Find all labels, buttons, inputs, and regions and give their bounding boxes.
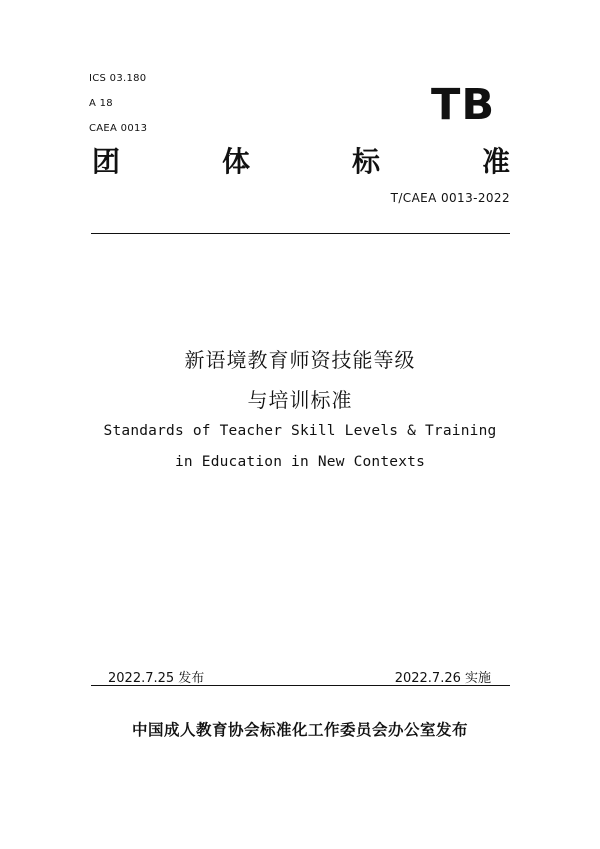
standard-type-char: 体 [221,145,250,178]
title-chinese-line2: 与培训标准 [247,388,353,412]
publisher: 中国成人教育协会标准化工作委员会办公室发布 [131,721,468,739]
standard-type-char: 标 [351,145,380,178]
classification-code: A 18 [89,98,113,109]
title-chinese-line1: 新语境教育师资技能等级 [184,348,416,372]
standard-type-char: 团 [92,145,121,178]
tb-logo: TB [431,80,496,130]
top-divider [91,233,510,234]
title-english-line2: in Education in New Contexts [174,454,426,470]
bottom-divider [91,685,510,686]
ics-code: ICS 03.180 [89,73,147,84]
caea-code: CAEA 0013 [89,123,148,134]
standard-type [92,143,510,177]
standard-number: T/CAEA 0013-2022 [390,191,510,205]
publish-date: 2022.7.25 发布 [108,671,205,686]
implement-date: 2022.7.26 实施 [394,671,491,686]
standard-type-char: 准 [481,145,510,178]
title-english-line1: Standards of Teacher Skill Levels & Training [103,423,497,439]
